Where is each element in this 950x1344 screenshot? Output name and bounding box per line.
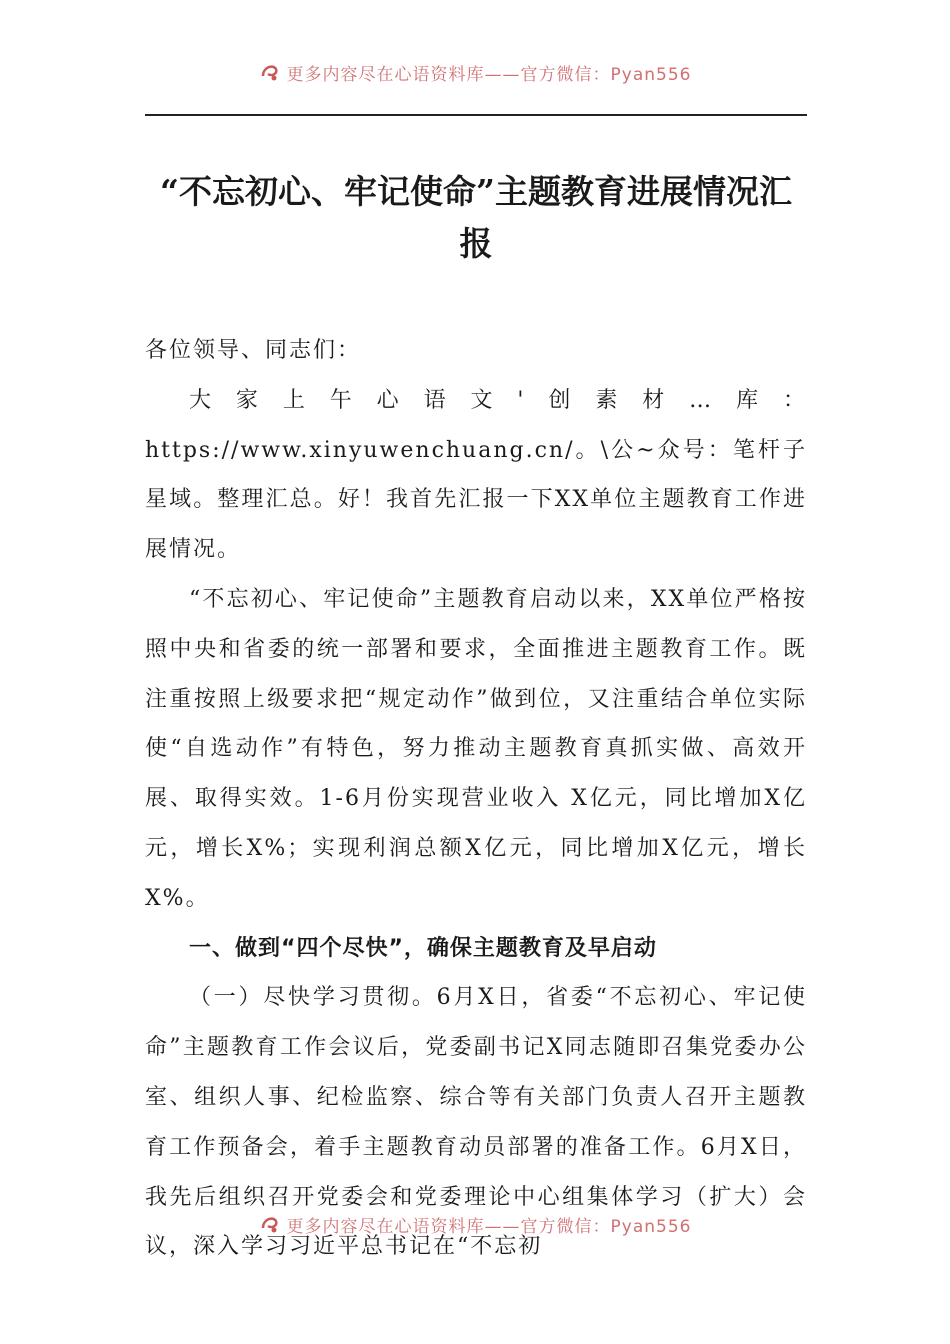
section-paragraph: （一）尽快学习贯彻。6月X日，省委“不忘初心、牢记使命”主题教育工作会议后，党委副书记X同志随即召集党委办公室、组织人事、纪检监察、综合等有关部门负责人召开主题教育工作预备会，着手主题教育动员部署的准备工作。6月X日，我先后组织召开党委会和党委理论中心组集体学习（扩大）会议，深入学习习近平总书记在“不忘初 — [145, 985, 807, 1260]
swirl-logo-icon — [259, 1213, 281, 1235]
document-body — [145, 326, 807, 1272]
swirl-logo-icon — [259, 61, 281, 83]
document-title: “不忘初心、牢记使命”主题教育进展情况汇报 — [160, 172, 792, 263]
watermark-text: 更多内容尽在心语资料库——官方微信：Pyan556 — [286, 64, 692, 84]
watermark-top — [0, 60, 950, 84]
paragraph-overview: “不忘初心、牢记使命”主题教育启动以来，XX单位严格按照中央和省委的统一部署和要求，全面推进主题教育工作。既注重按照上级要求把“规定动作”做到位，又注重结合单位实际使“自选动作”有特色，努力推动主题教育真抓实做、高效开展、取得实效。1-6月份实现营业收入 X亿元，同比增加X亿元，增长X%；实现利润总额X亿元，同比增加X亿元，增长X%。 — [145, 586, 807, 911]
section-heading: 一、做到“四个尽快”，确保主题教育及早启动 — [189, 935, 657, 961]
watermark-text: 更多内容尽在心语资料库——官方微信：Pyan556 — [286, 1216, 692, 1236]
paragraph-intro: 大家上午心语文'创素材…库：https://www.xinyuwenchuang.cn/。\公~众号：笔杆子星域。整理汇总。好！我首先汇报一下XX单位主题教育工作进展情况。 — [145, 387, 807, 563]
salutation: 各位领导、同志们： — [145, 338, 362, 363]
watermark-bottom — [0, 1212, 950, 1236]
header-divider — [145, 114, 807, 116]
